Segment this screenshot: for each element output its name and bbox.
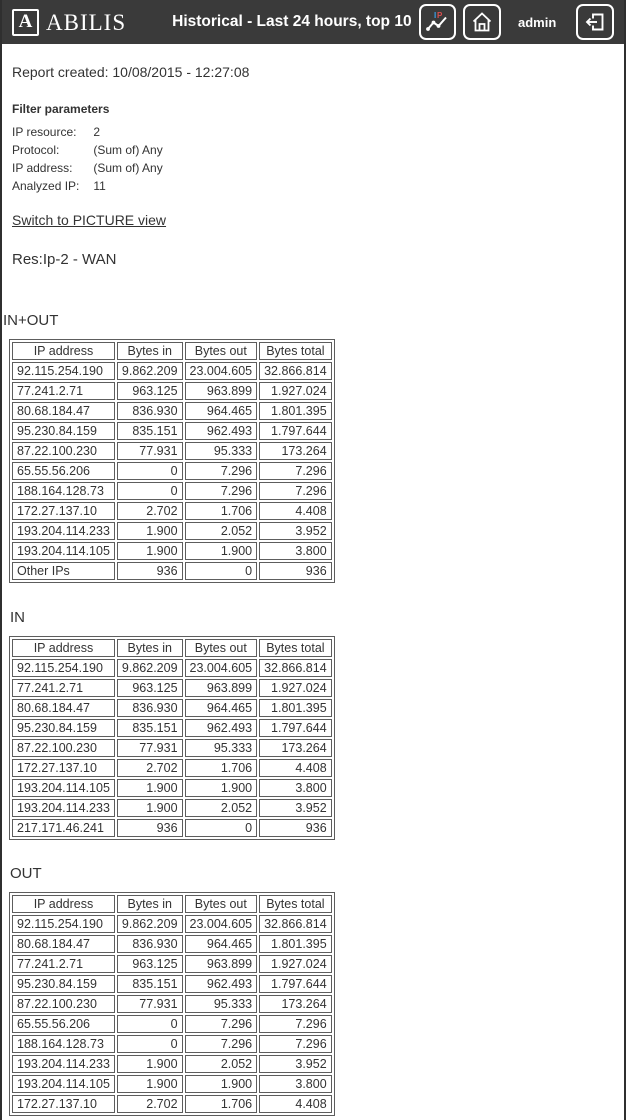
cell-bytes-in: 9.862.209 bbox=[117, 659, 183, 677]
cell-bytes-in: 0 bbox=[117, 1035, 183, 1053]
section-label: IN+OUT bbox=[3, 312, 59, 329]
cell-ip-address: 193.204.114.105 bbox=[12, 542, 115, 560]
table-row bbox=[12, 799, 332, 817]
cell-bytes-out: 2.052 bbox=[185, 799, 258, 817]
cell-bytes-total: 936 bbox=[259, 562, 332, 580]
cell-bytes-total: 1.801.395 bbox=[259, 699, 332, 717]
header-row bbox=[12, 895, 332, 913]
table-row bbox=[12, 402, 332, 420]
cell-ip-address: 87.22.100.230 bbox=[12, 995, 115, 1013]
cell-bytes-out: 963.899 bbox=[185, 382, 258, 400]
cell-bytes-in: 0 bbox=[117, 482, 183, 500]
table-row bbox=[12, 759, 332, 777]
cell-bytes-out: 95.333 bbox=[185, 739, 258, 757]
cell-bytes-in: 836.930 bbox=[117, 402, 183, 420]
header-row bbox=[12, 342, 332, 360]
cell-ip-address: 77.241.2.71 bbox=[12, 679, 115, 697]
cell-bytes-out: 7.296 bbox=[185, 482, 258, 500]
cell-bytes-in: 936 bbox=[117, 819, 183, 837]
cell-ip-address: 65.55.56.206 bbox=[12, 1015, 115, 1033]
cell-bytes-in: 836.930 bbox=[117, 935, 183, 953]
cell-bytes-total: 4.408 bbox=[259, 502, 332, 520]
cell-bytes-in: 2.702 bbox=[117, 1095, 183, 1113]
logged-in-user: admin bbox=[517, 14, 557, 30]
table-row bbox=[12, 1095, 332, 1113]
cell-ip-address: 80.68.184.47 bbox=[12, 699, 115, 717]
filter-value: 2 bbox=[93, 125, 101, 139]
cell-bytes-in: 835.151 bbox=[117, 975, 183, 993]
cell-bytes-out: 1.706 bbox=[185, 1095, 258, 1113]
cell-bytes-total: 173.264 bbox=[259, 442, 332, 460]
table-row bbox=[12, 422, 332, 440]
abilis-logo[interactable] bbox=[12, 9, 126, 36]
cell-bytes-total: 1.927.024 bbox=[259, 679, 332, 697]
table-row bbox=[12, 699, 332, 717]
filter-row-ip-address bbox=[12, 159, 614, 177]
cell-ip-address: 92.115.254.190 bbox=[12, 659, 115, 677]
table-row bbox=[12, 679, 332, 697]
cell-bytes-total: 3.952 bbox=[259, 799, 332, 817]
cell-bytes-out: 95.333 bbox=[185, 995, 258, 1013]
cell-ip-address: 77.241.2.71 bbox=[12, 955, 115, 973]
column-header: Bytes out bbox=[185, 895, 258, 913]
cell-ip-address: 95.230.84.159 bbox=[12, 422, 115, 440]
cell-bytes-in: 835.151 bbox=[117, 719, 183, 737]
switch-to-picture-view-link[interactable]: Switch to PICTURE view bbox=[12, 212, 167, 228]
section-out bbox=[12, 865, 614, 1116]
column-header: Bytes out bbox=[185, 639, 258, 657]
cell-bytes-out: 964.465 bbox=[185, 699, 258, 717]
cell-bytes-total: 3.952 bbox=[259, 522, 332, 540]
header-row bbox=[12, 639, 332, 657]
filter-value: (Sum of) Any bbox=[93, 161, 163, 175]
column-header: IP address bbox=[12, 895, 115, 913]
filter-parameters-block bbox=[12, 102, 614, 195]
cell-bytes-total: 4.408 bbox=[259, 759, 332, 777]
cell-bytes-out: 964.465 bbox=[185, 402, 258, 420]
table-row bbox=[12, 362, 332, 380]
home-icon bbox=[470, 10, 494, 34]
cell-bytes-total: 1.797.644 bbox=[259, 422, 332, 440]
header-bar bbox=[2, 0, 624, 44]
cell-bytes-out: 963.899 bbox=[185, 955, 258, 973]
cell-bytes-out: 1.900 bbox=[185, 779, 258, 797]
cell-ip-address: Other IPs bbox=[12, 562, 115, 580]
cell-bytes-in: 9.862.209 bbox=[117, 915, 183, 933]
table-row bbox=[12, 562, 332, 580]
cell-bytes-total: 1.801.395 bbox=[259, 935, 332, 953]
section-label: IN bbox=[10, 609, 25, 626]
abilis-logo-text: ABILIS bbox=[46, 9, 127, 35]
filter-label: IP resource: bbox=[12, 125, 77, 139]
cell-bytes-out: 23.004.605 bbox=[185, 362, 258, 380]
cell-bytes-total: 1.927.024 bbox=[259, 382, 332, 400]
column-header: Bytes total bbox=[259, 342, 332, 360]
column-header: Bytes total bbox=[259, 639, 332, 657]
column-header: Bytes in bbox=[117, 895, 183, 913]
cell-ip-address: 65.55.56.206 bbox=[12, 462, 115, 480]
cell-ip-address: 217.171.46.241 bbox=[12, 819, 115, 837]
filter-value: (Sum of) Any bbox=[93, 143, 163, 157]
table-row bbox=[12, 995, 332, 1013]
cell-bytes-total: 3.800 bbox=[259, 779, 332, 797]
column-header: IP address bbox=[12, 639, 115, 657]
cell-bytes-in: 1.900 bbox=[117, 542, 183, 560]
filter-label: IP address: bbox=[12, 161, 73, 175]
cell-bytes-out: 95.333 bbox=[185, 442, 258, 460]
filter-parameters-title: Filter parameters bbox=[12, 102, 110, 116]
cell-bytes-in: 1.900 bbox=[117, 799, 183, 817]
table-row bbox=[12, 1015, 332, 1033]
cell-bytes-total: 7.296 bbox=[259, 462, 332, 480]
cell-bytes-in: 2.702 bbox=[117, 502, 183, 520]
cell-bytes-total: 32.866.814 bbox=[259, 362, 332, 380]
sections-container bbox=[3, 312, 614, 1116]
filter-row-analyzed-ip bbox=[12, 177, 614, 195]
ip-accounting-chart-button[interactable] bbox=[419, 4, 457, 40]
resource-title: Res:Ip-2 - WAN bbox=[12, 251, 117, 268]
cell-bytes-total: 173.264 bbox=[259, 995, 332, 1013]
column-header: Bytes out bbox=[185, 342, 258, 360]
cell-ip-address: 188.164.128.73 bbox=[12, 482, 115, 500]
cell-bytes-out: 0 bbox=[185, 819, 258, 837]
cell-ip-address: 172.27.137.10 bbox=[12, 759, 115, 777]
cell-bytes-out: 962.493 bbox=[185, 719, 258, 737]
cell-bytes-in: 963.125 bbox=[117, 382, 183, 400]
cell-bytes-out: 1.706 bbox=[185, 502, 258, 520]
home-button[interactable] bbox=[463, 4, 501, 40]
logout-icon bbox=[583, 10, 607, 34]
section-label: OUT bbox=[10, 865, 42, 882]
cell-bytes-out: 2.052 bbox=[185, 522, 258, 540]
cell-ip-address: 172.27.137.10 bbox=[12, 502, 115, 520]
table-row bbox=[12, 659, 332, 677]
cell-bytes-in: 1.900 bbox=[117, 1055, 183, 1073]
cell-bytes-in: 0 bbox=[117, 462, 183, 480]
cell-bytes-out: 964.465 bbox=[185, 935, 258, 953]
table-row bbox=[12, 739, 332, 757]
filter-label: Protocol: bbox=[12, 143, 60, 157]
table-row bbox=[12, 975, 332, 993]
table-row bbox=[12, 935, 332, 953]
cell-bytes-out: 1.900 bbox=[185, 1075, 258, 1093]
cell-bytes-in: 835.151 bbox=[117, 422, 183, 440]
table-row bbox=[12, 442, 332, 460]
cell-bytes-in: 77.931 bbox=[117, 442, 183, 460]
cell-bytes-total: 936 bbox=[259, 819, 332, 837]
table-row bbox=[12, 1035, 332, 1053]
cell-bytes-in: 2.702 bbox=[117, 759, 183, 777]
table-row bbox=[12, 502, 332, 520]
cell-bytes-total: 32.866.814 bbox=[259, 915, 332, 933]
cell-ip-address: 80.68.184.47 bbox=[12, 402, 115, 420]
column-header: Bytes in bbox=[117, 639, 183, 657]
cell-ip-address: 80.68.184.47 bbox=[12, 935, 115, 953]
cell-ip-address: 193.204.114.105 bbox=[12, 779, 115, 797]
cell-bytes-in: 936 bbox=[117, 562, 183, 580]
table-row bbox=[12, 1075, 332, 1093]
table-row bbox=[12, 382, 332, 400]
cell-bytes-in: 1.900 bbox=[117, 1075, 183, 1093]
cell-ip-address: 87.22.100.230 bbox=[12, 442, 115, 460]
cell-ip-address: 193.204.114.233 bbox=[12, 1055, 115, 1073]
cell-ip-address: 95.230.84.159 bbox=[12, 719, 115, 737]
cell-bytes-in: 0 bbox=[117, 1015, 183, 1033]
cell-bytes-total: 3.800 bbox=[259, 542, 332, 560]
cell-bytes-in: 77.931 bbox=[117, 739, 183, 757]
column-header: Bytes total bbox=[259, 895, 332, 913]
cell-bytes-out: 962.493 bbox=[185, 422, 258, 440]
svg-text:P: P bbox=[437, 11, 443, 20]
cell-ip-address: 92.115.254.190 bbox=[12, 362, 115, 380]
abilis-logo-mark: A bbox=[12, 9, 39, 36]
cell-bytes-total: 7.296 bbox=[259, 482, 332, 500]
cell-bytes-in: 1.900 bbox=[117, 779, 183, 797]
cell-bytes-out: 7.296 bbox=[185, 1035, 258, 1053]
cell-bytes-out: 0 bbox=[185, 562, 258, 580]
cell-bytes-in: 963.125 bbox=[117, 955, 183, 973]
report-content bbox=[2, 64, 624, 1116]
cell-ip-address: 193.204.114.233 bbox=[12, 522, 115, 540]
cell-bytes-total: 1.801.395 bbox=[259, 402, 332, 420]
filter-row-ip-resource bbox=[12, 123, 614, 141]
cell-bytes-out: 963.899 bbox=[185, 679, 258, 697]
filter-label: Analyzed IP: bbox=[12, 179, 80, 193]
cell-bytes-total: 7.296 bbox=[259, 1015, 332, 1033]
column-header: IP address bbox=[12, 342, 115, 360]
cell-bytes-out: 1.900 bbox=[185, 542, 258, 560]
table-row bbox=[12, 955, 332, 973]
traffic-table bbox=[9, 636, 335, 840]
cell-bytes-total: 1.797.644 bbox=[259, 719, 332, 737]
cell-ip-address: 188.164.128.73 bbox=[12, 1035, 115, 1053]
report-created-line: Report created: 10/08/2015 - 12:27:08 bbox=[12, 64, 250, 80]
column-header: Bytes in bbox=[117, 342, 183, 360]
cell-ip-address: 193.204.114.233 bbox=[12, 799, 115, 817]
section-in-out bbox=[3, 312, 614, 583]
cell-ip-address: 92.115.254.190 bbox=[12, 915, 115, 933]
table-row bbox=[12, 1055, 332, 1073]
cell-ip-address: 77.241.2.71 bbox=[12, 382, 115, 400]
cell-bytes-out: 7.296 bbox=[185, 462, 258, 480]
table-row bbox=[12, 482, 332, 500]
cell-bytes-out: 23.004.605 bbox=[185, 659, 258, 677]
cell-bytes-total: 1.797.644 bbox=[259, 975, 332, 993]
cell-bytes-out: 2.052 bbox=[185, 1055, 258, 1073]
cell-ip-address: 193.204.114.105 bbox=[12, 1075, 115, 1093]
table-row bbox=[12, 915, 332, 933]
cell-bytes-total: 3.800 bbox=[259, 1075, 332, 1093]
cell-bytes-in: 77.931 bbox=[117, 995, 183, 1013]
cell-bytes-total: 32.866.814 bbox=[259, 659, 332, 677]
filter-value: 11 bbox=[93, 179, 106, 193]
cell-bytes-total: 3.952 bbox=[259, 1055, 332, 1073]
traffic-table bbox=[9, 892, 335, 1116]
page-title: Historical - Last 24 hours, top 10 bbox=[172, 13, 412, 30]
ip-accounting-chart-icon bbox=[425, 10, 449, 34]
table-row bbox=[12, 779, 332, 797]
logout-button[interactable] bbox=[576, 4, 614, 40]
cell-bytes-total: 7.296 bbox=[259, 1035, 332, 1053]
cell-bytes-in: 836.930 bbox=[117, 699, 183, 717]
table-row bbox=[12, 462, 332, 480]
section-in bbox=[12, 609, 614, 840]
table-row bbox=[12, 542, 332, 560]
cell-ip-address: 87.22.100.230 bbox=[12, 739, 115, 757]
cell-bytes-total: 4.408 bbox=[259, 1095, 332, 1113]
cell-bytes-in: 1.900 bbox=[117, 522, 183, 540]
traffic-table bbox=[9, 339, 335, 583]
cell-bytes-total: 1.927.024 bbox=[259, 955, 332, 973]
table-row bbox=[12, 819, 332, 837]
cell-ip-address: 172.27.137.10 bbox=[12, 1095, 115, 1113]
table-row bbox=[12, 719, 332, 737]
table-row bbox=[12, 522, 332, 540]
cell-bytes-out: 962.493 bbox=[185, 975, 258, 993]
cell-bytes-out: 1.706 bbox=[185, 759, 258, 777]
svg-text:I: I bbox=[434, 11, 437, 20]
cell-bytes-out: 7.296 bbox=[185, 1015, 258, 1033]
cell-ip-address: 95.230.84.159 bbox=[12, 975, 115, 993]
cell-bytes-in: 963.125 bbox=[117, 679, 183, 697]
filter-row-protocol bbox=[12, 141, 614, 159]
cell-bytes-out: 23.004.605 bbox=[185, 915, 258, 933]
cell-bytes-in: 9.862.209 bbox=[117, 362, 183, 380]
cell-bytes-total: 173.264 bbox=[259, 739, 332, 757]
